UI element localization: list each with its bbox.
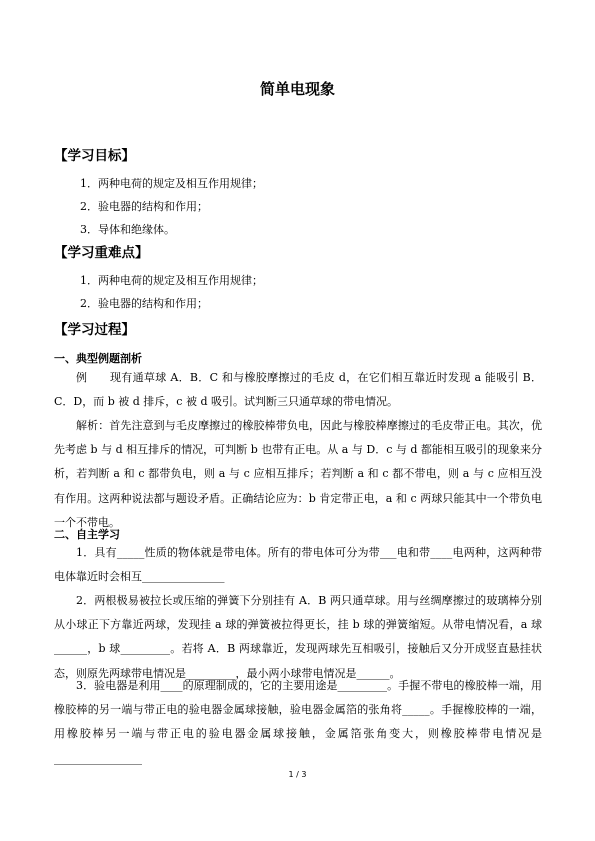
process-heading: 【学习过程】 — [54, 322, 135, 338]
example-paragraph — [54, 366, 542, 414]
goal-item-2: 2．验电器的结构和作用； — [80, 200, 208, 213]
analysis-text: 解析：首先注意到与毛皮摩擦过的橡胶棒带负电，因此与橡胶棒摩擦过的毛皮带正电。其次，优先考虑 b 与 d 相互排斥的情况，可判断 b 也带有正电。从 a 与 D．c 与 d 都能相互吸引的现象来分析，若判断 a 和 c 都带负电，则 a 与 c 应相互排斥；若判断 a 和 c 都不带电，则 a 与 c 应相互没有作用。这两种说法都与题设矛盾。正确结论应为：b 肯定带正电，a 和 c 两球只能其中一个带负电一个不带电。 — [54, 419, 542, 529]
key-point-item-2: 2．验电器的结构和作用； — [80, 297, 208, 310]
analysis-paragraph — [54, 414, 542, 535]
section2-heading: 二、自主学习 — [54, 528, 120, 541]
goal-item-3: 3．导体和绝缘体。 — [80, 223, 175, 236]
key-points-heading: 【学习重难点】 — [54, 245, 149, 261]
question-1-text: 1．具有_____性质的物体就是带电体。所有的带电体可分为带___电和带____电两种，这两种带电体靠近时会相互_______________ — [54, 546, 542, 584]
question-2-text: 2．两根极易被拉长或压缩的弹簧下分别挂有 A．B 两只通草球。用与丝绸摩擦过的玻璃棒分别从小球正下方靠近两球，发现挂 a 球的弹簧被拉得更长，挂 b 球的弹簧缩短。从带电情况看，a 球______，b 球_________。若将 A．B 两球靠近，发现两球先互相吸引，接触后又分开成竖直悬挂状态，则原先两球带电情况是_________，最小两小球带电情况是______。 — [54, 594, 542, 680]
section1-heading: 一、典型例题剖析 — [54, 352, 142, 365]
document-title: 简单电现象 — [259, 80, 335, 98]
goal-item-1: 1．两种电荷的规定及相互作用规律； — [80, 177, 263, 190]
question-2 — [54, 589, 542, 686]
page-number: 1 / 3 — [288, 770, 307, 779]
key-point-item-1: 1．两种电荷的规定及相互作用规律； — [80, 274, 263, 287]
question-1 — [54, 541, 542, 589]
example-text: 例 现有通草球 A．B．C 和与橡胶摩擦过的毛皮 d，在它们相互靠近时发现 a 能吸引 B．C．D，而 b 被 d 排斥，c 被 d 吸引。试判断三只通草球的带电情况。 — [54, 371, 542, 409]
question-3-text: 3．验电器是利用____的原理制成的，它的主要用途是_________。手握不带电的橡胶棒一端，用橡胶棒的另一端与带正电的验电器金属球接触，验电器金属箔的张角将_____。手握橡胶棒的一端，用橡胶棒另一端与带正电的验电器金属球接触，金属箔张角变大，则橡胶棒带电情况是________________ — [54, 679, 542, 765]
goals-heading: 【学习目标】 — [54, 148, 135, 164]
question-3 — [54, 674, 542, 771]
